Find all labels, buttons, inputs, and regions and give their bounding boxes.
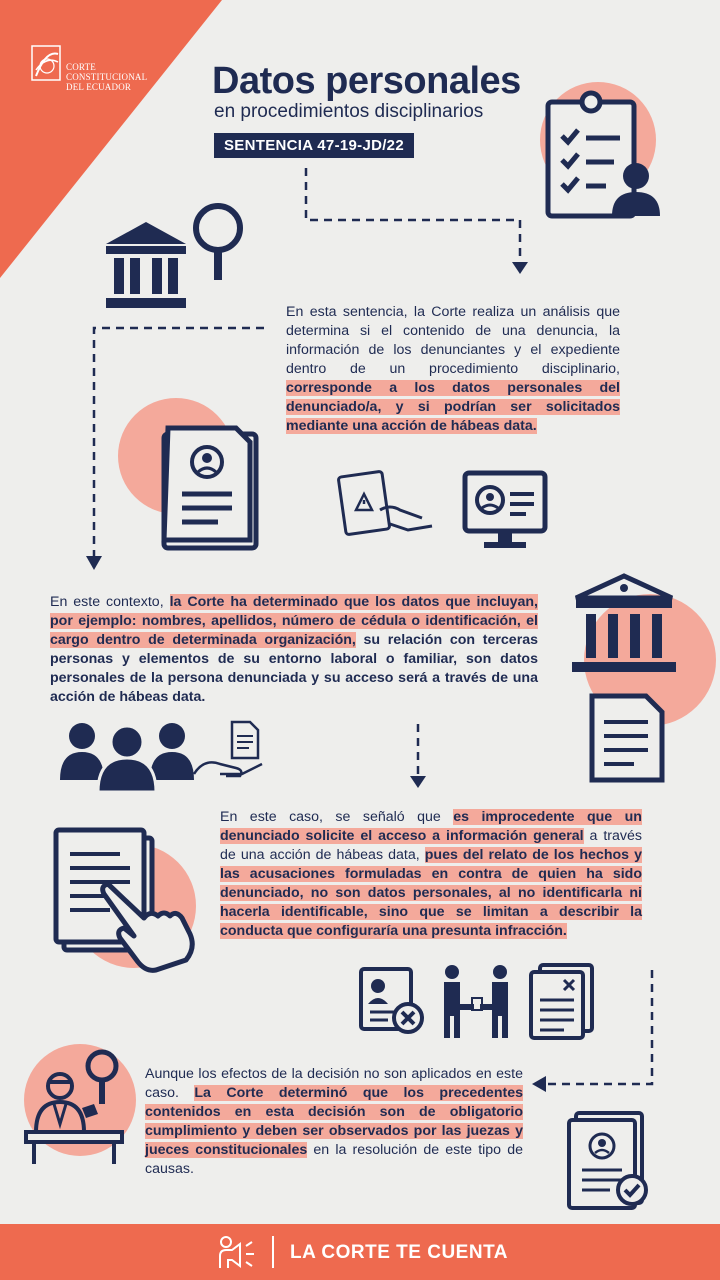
document-pointing-hand-icon: [50, 824, 210, 974]
megaphone-person-icon: [218, 1234, 262, 1270]
section-3-plain-a: En este caso, se señaló que: [220, 809, 441, 825]
logo-line: CONSTITUCIONAL: [66, 72, 148, 82]
warning-document-hand-icon: [336, 470, 436, 540]
people-exchange-icon: [438, 962, 516, 1040]
dashed-arrow-1: [300, 168, 540, 278]
section-1-plain: En esta sentencia, la Corte realiza un análisis que determina si el contenido de una denuncia, la información de los denunciantes y el expediente dentro de un procedimiento disciplinario,: [286, 304, 620, 377]
section-3-text: [220, 808, 642, 941]
section-2-highlight: la Corte ha determinado que los datos que incluyan, por ejemplo: nombres, apellidos, número de cédula o identificación, el cargo dentro de determinada organización,: [50, 594, 538, 648]
sentence-badge: SENTENCIA 47-19-JD/22: [214, 133, 414, 158]
page-subtitle: en procedimientos disciplinarios: [214, 101, 484, 122]
section-1-text: [286, 303, 620, 436]
judge-magnifier-icon: [20, 1036, 146, 1166]
monitor-profile-icon: [462, 470, 548, 552]
logo-line: DEL ECUADOR: [66, 82, 132, 92]
section-2-plain-a: En este contexto,: [50, 594, 164, 610]
clipboard-checklist-icon: [540, 78, 670, 223]
rejected-profile-icon: [358, 966, 426, 1036]
section-4-plain-a: Aunque los efectos de la decisión no son aplicados en este caso.: [145, 1066, 523, 1101]
section-3-highlight-a: es improcedente que un denunciado solicite el acceso a información general: [220, 809, 642, 844]
page-title: Datos personales: [212, 60, 521, 102]
section-4-text: [145, 1065, 523, 1179]
section-4-plain-b: en la resolución de este tipo de causas.: [145, 1142, 523, 1177]
section-4-highlight: La Corte determinó que los precedentes contenidos en esta decisión son de obligatorio cumplimiento y deben ser observados por las juezas y jueces constitucionales: [145, 1085, 523, 1158]
dashed-arrow-4: [530, 968, 660, 1092]
section-2-text: [50, 593, 538, 707]
people-group-icon: [60, 720, 194, 792]
logo-line: CORTE: [66, 62, 96, 72]
section-1-highlight: corresponde a los datos personales del denunciado/a, y si podrían ser solicitados mediante una acción de hábeas data.: [286, 380, 620, 434]
footer-separator: [272, 1236, 274, 1268]
profile-documents-icon: [110, 390, 270, 550]
courthouse-magnifier-icon: [100, 200, 250, 315]
courthouse-document-icon: [556, 566, 720, 786]
section-3-plain-b: a través de una acción de hábeas data,: [220, 828, 642, 863]
section-3-highlight-b: pues del relato de los hechos y las acusaciones formuladas en contra de quien ha sido denunciado, no son datos personales, al no identificarla ni hacerla identificable, sino que se limitan a describir la conducta que configuraría una presunta infracción.: [220, 847, 642, 939]
section-2-plain-b: su relación con terceras personas y elementos de su entorno laboral o familiar, son datos personales de la persona denunciada y su acceso será a través de una acción de hábeas data.: [50, 632, 538, 705]
court-logo-text: [66, 62, 147, 92]
dashed-arrow-3: [406, 724, 430, 794]
document-hand-icon: [192, 720, 272, 784]
court-logo-icon: [32, 46, 62, 82]
verified-profile-document-icon: [566, 1110, 656, 1210]
footer-label: LA CORTE TE CUENTA: [290, 1242, 508, 1263]
